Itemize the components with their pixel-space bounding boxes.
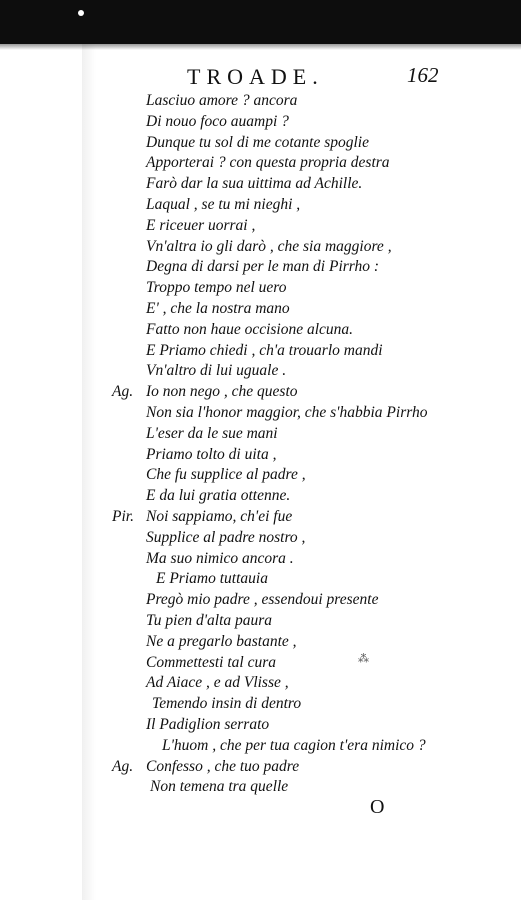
- verse-line: [0, 464, 521, 486]
- verse-line: [0, 215, 521, 237]
- verse-line: [0, 194, 521, 216]
- verse-text: Lasciuo amore ? ancora: [146, 92, 298, 109]
- verse-text: Di nouo foco auampi ?: [146, 112, 289, 130]
- verse-text: Farò dar la sua uittima ad Achille.: [146, 175, 363, 193]
- verse-text: Il Padiglion serrato: [146, 716, 270, 733]
- verse-text: Ad Aiace , e ad Vlisse ,: [146, 674, 289, 692]
- verse-line: [0, 444, 521, 466]
- verse-text: Pregò mio padre , essendoui presente: [146, 591, 379, 609]
- verse-text: E Priamo tuttauia: [156, 570, 268, 588]
- verse-text: L'eser da le sue mani: [146, 424, 278, 442]
- verse-text: Supplice al padre nostro ,: [146, 528, 306, 546]
- verse-line: [0, 527, 521, 549]
- verse-line: [0, 152, 521, 174]
- speaker-label: Ag.: [112, 757, 134, 775]
- verse-text: Confesso , che tuo padre: [146, 757, 300, 775]
- verse-line: [0, 256, 521, 278]
- verse-text: Tu pien d'alta paura: [146, 612, 273, 629]
- verse-line: [0, 756, 521, 778]
- verse-line: [0, 319, 521, 341]
- verse-line: [0, 298, 521, 320]
- verse-line: [0, 111, 521, 133]
- verse-text: Ne a pregarlo bastante ,: [146, 632, 297, 650]
- page-number: 162: [407, 63, 439, 87]
- signature-mark: O: [370, 796, 385, 818]
- speaker-label: Pir.: [112, 508, 134, 525]
- verse-text: Degna di darsi per le man di Pirrho :: [146, 258, 380, 276]
- verse-text: Troppo tempo nel uero: [146, 279, 287, 297]
- verse-line: [0, 631, 521, 653]
- verse-text: E' , che la nostra mano: [146, 300, 290, 317]
- speaker-label: Ag.: [112, 383, 134, 401]
- verse-text: E riceuer uorrai ,: [146, 216, 256, 234]
- verse-line: [0, 381, 521, 403]
- verse-line: [0, 672, 521, 694]
- verse-text: Temendo insin di dentro: [152, 695, 302, 713]
- verse-text: Non sia l'honor maggior, che s'habbia Pirrho: [146, 404, 428, 421]
- verse-text: Commettesti tal cura: [146, 653, 277, 671]
- verse-line: [0, 90, 521, 112]
- verse-line: [0, 173, 521, 195]
- verse-line: [0, 735, 521, 757]
- binding-hole: [78, 10, 84, 16]
- ink-speck-ornament: ⁂: [358, 653, 369, 665]
- verse-line: [0, 423, 521, 445]
- running-title: TROADE.: [187, 64, 324, 89]
- verse-text: Vn'altro di lui uguale .: [146, 362, 287, 380]
- verse-text: L'huom , che per tua cagion t'era nimico ?: [162, 736, 426, 754]
- verse-line: [0, 277, 521, 299]
- verse-text: Vn'altra io gli darò , che sia maggiore ,: [146, 237, 392, 255]
- verse-text: Che fu supplice al padre ,: [146, 466, 306, 484]
- verse-text: Io non nego , che questo: [146, 383, 298, 401]
- verse-line: [0, 589, 521, 611]
- verse-line: [0, 402, 521, 424]
- scan-band-shadow: [0, 36, 521, 50]
- verse-text: Dunque tu sol di me cotante spoglie: [146, 133, 369, 151]
- verse-line: [0, 714, 521, 736]
- verse-text: E da lui gratia ottenne.: [146, 487, 291, 505]
- verse-line: [0, 236, 521, 258]
- verse-text: Priamo tolto di uita ,: [146, 445, 277, 463]
- verse-line: [0, 610, 521, 632]
- verse-line: [0, 568, 521, 590]
- verse-line: [0, 340, 521, 362]
- verse-line: [0, 776, 521, 798]
- verse-line: [0, 693, 521, 715]
- verse-line: [0, 506, 521, 528]
- verse-text: Ma suo nimico ancora .: [146, 549, 294, 567]
- verse-line: [0, 132, 521, 154]
- verse-line: [0, 360, 521, 382]
- verse-text: Noi sappiamo, ch'ei fue: [146, 508, 293, 525]
- verse-text: Apporterai ? con questa propria destra: [146, 154, 390, 172]
- verse-line: [0, 652, 521, 674]
- verse-line: [0, 548, 521, 570]
- verse-text: E Priamo chiedi , ch'a trouarlo mandi: [146, 341, 383, 359]
- verse-text: Laqual , se tu mi nieghi ,: [146, 196, 301, 213]
- verse-text: Non temena tra quelle: [150, 778, 289, 796]
- verse-line: [0, 485, 521, 507]
- verse-text: Fatto non haue occisione alcuna.: [146, 320, 354, 338]
